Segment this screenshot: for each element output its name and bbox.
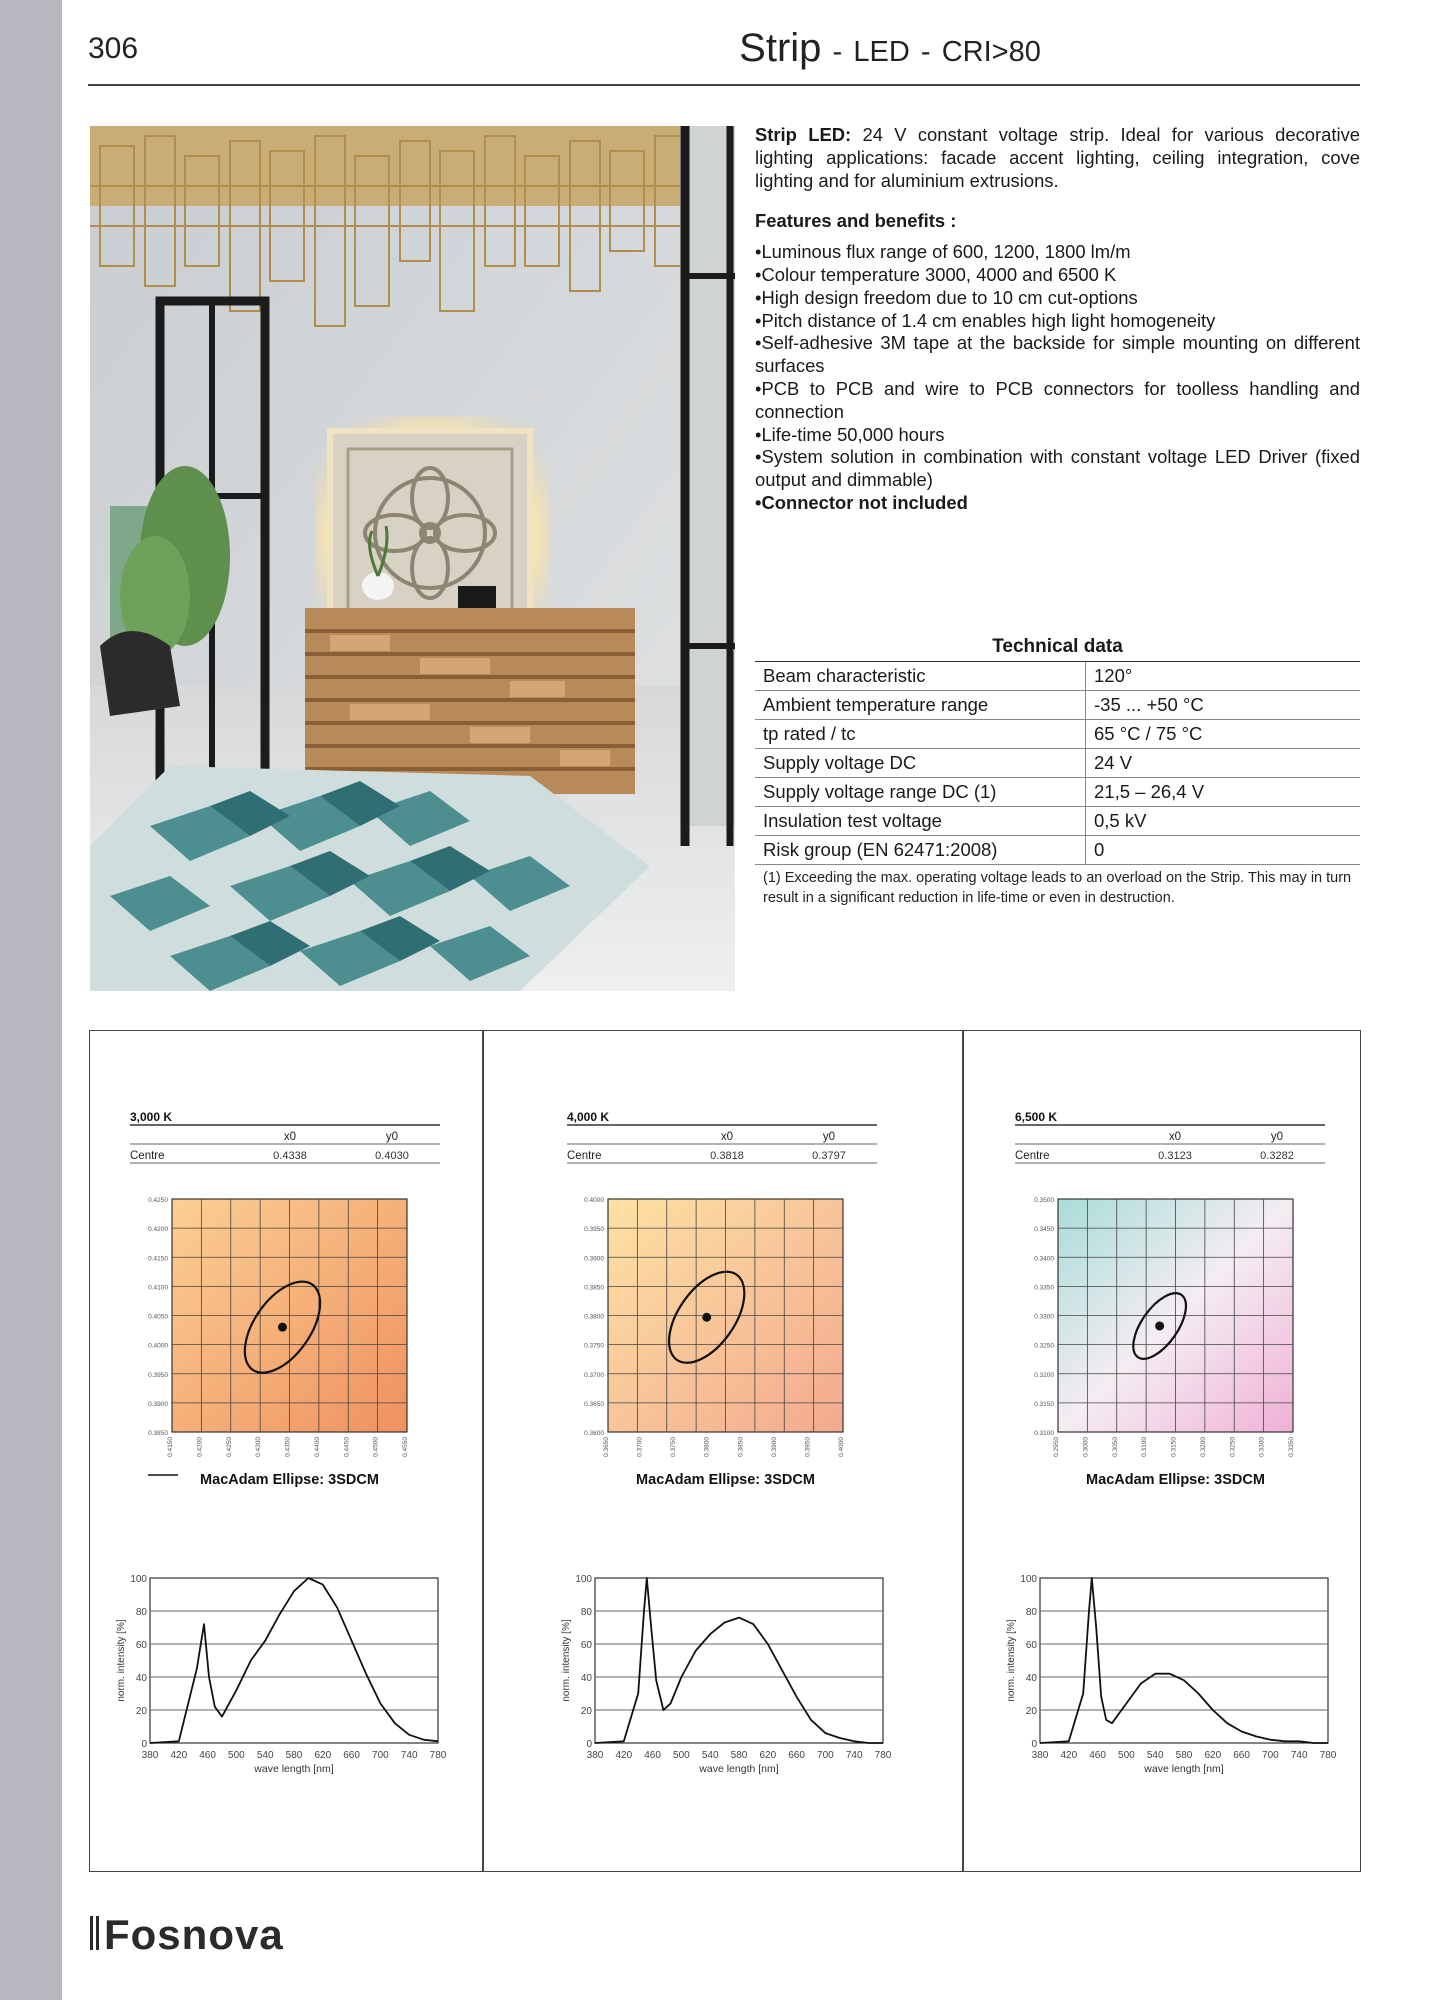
- x-tick-label: 0.3050: [1111, 1437, 1119, 1457]
- y-tick-label: 100: [1020, 1574, 1037, 1585]
- technical-table: [755, 662, 1360, 865]
- x-tick-label: 0.3250: [1229, 1437, 1237, 1457]
- product-description: [755, 124, 1360, 515]
- features-title: Features and benefits :: [755, 210, 957, 232]
- technical-row: [755, 778, 1360, 807]
- x-tick-label: 780: [429, 1750, 447, 1761]
- table-col-x0: x0: [1168, 1131, 1182, 1143]
- technical-label: Ambient temperature range: [755, 691, 1086, 720]
- x-tick-label: 660: [1233, 1750, 1250, 1761]
- technical-row: [755, 807, 1360, 836]
- x-tick-label: 0.3300: [1258, 1437, 1266, 1457]
- intro-text: 24 V constant voltage strip. Ideal for various decorative lighting applications: facade accent lighting, ceiling integration, cove lighting and for aluminium extrusions.: [755, 124, 1360, 191]
- technical-value: 0: [1086, 836, 1361, 865]
- table-x0-value: 0.3123: [1158, 1150, 1192, 1162]
- product-photo: [90, 126, 735, 991]
- table-col-y0: y0: [1270, 1131, 1284, 1143]
- table-col-y0: y0: [822, 1131, 836, 1143]
- technical-row: [755, 662, 1360, 691]
- y-tick-label: 60: [580, 1640, 592, 1651]
- technical-title: Technical data: [755, 636, 1360, 662]
- technical-label: tp rated / tc: [755, 720, 1086, 749]
- y-tick-label: 0.3800: [584, 1313, 604, 1321]
- x-tick-label: 0.4000: [838, 1437, 845, 1457]
- table-x0-value: 0.4338: [273, 1150, 307, 1162]
- x-tick-label: 0.3150: [1170, 1437, 1178, 1457]
- x-tick-label: 0.3100: [1141, 1437, 1149, 1457]
- table-row-label: Centre: [567, 1150, 602, 1162]
- y-tick-label: 20: [580, 1706, 592, 1717]
- chart-table-title: 4,000 K: [567, 1110, 610, 1124]
- x-axis-label: wave length [nm]: [699, 1763, 779, 1775]
- y-tick-label: 0.4150: [148, 1255, 168, 1263]
- x-tick-label: 0.3700: [636, 1437, 644, 1457]
- x-tick-label: 460: [1089, 1750, 1106, 1761]
- x-tick-label: 380: [141, 1750, 159, 1761]
- title-sep: -: [832, 36, 843, 68]
- y-tick-label: 0.3950: [148, 1371, 168, 1379]
- technical-label: Insulation test voltage: [755, 807, 1086, 836]
- x-tick-label: 780: [874, 1750, 892, 1761]
- x-axis-label: wave length [nm]: [1144, 1763, 1224, 1775]
- x-tick-label: 0.3200: [1199, 1437, 1207, 1457]
- title-sub: LED: [853, 36, 910, 68]
- feature-item: • High design freedom due to 10 cm cut-options: [755, 287, 1360, 310]
- table-row-label: Centre: [130, 1150, 165, 1162]
- x-tick-label: 580: [1175, 1750, 1193, 1761]
- title-main: Strip: [739, 26, 822, 70]
- x-tick-label: 460: [644, 1750, 661, 1761]
- table-row-label: Centre: [1015, 1150, 1050, 1162]
- table-x0-value: 0.3818: [710, 1150, 744, 1162]
- y-tick-label: 80: [135, 1607, 147, 1618]
- x-tick-label: 420: [1060, 1750, 1078, 1761]
- y-tick-label: 0.3150: [1034, 1400, 1054, 1408]
- y-tick-label: 20: [135, 1706, 147, 1717]
- y-tick-label: 0.3900: [148, 1400, 168, 1408]
- y-axis-label: norm. intensity [%]: [116, 1619, 127, 1702]
- x-tick-label: 540: [256, 1750, 274, 1761]
- y-tick-label: 100: [130, 1574, 147, 1585]
- x-tick-label: 420: [615, 1750, 633, 1761]
- feature-item: • Connector not included: [755, 492, 1360, 515]
- legend-label: MacAdam Ellipse: 3SDCM: [636, 1472, 815, 1488]
- table-col-y0: y0: [385, 1131, 399, 1143]
- y-tick-label: 100: [575, 1574, 592, 1585]
- table-y0-value: 0.3797: [812, 1150, 846, 1162]
- x-tick-label: 460: [199, 1750, 216, 1761]
- table-y0-value: 0.4030: [375, 1150, 409, 1162]
- x-tick-label: 420: [170, 1750, 188, 1761]
- chart-table-title: 6,500 K: [1015, 1110, 1058, 1124]
- chart-table-title: 3,000 K: [130, 1110, 173, 1124]
- technical-label: Risk group (EN 62471:2008): [755, 836, 1086, 865]
- technical-value: 0,5 kV: [1086, 807, 1361, 836]
- technical-value: 120°: [1086, 662, 1361, 691]
- page-number: 306: [88, 32, 139, 65]
- technical-label: Beam characteristic: [755, 662, 1086, 691]
- x-tick-label: 0.2950: [1053, 1437, 1060, 1457]
- y-tick-label: 0.3700: [584, 1371, 604, 1379]
- x-tick-label: 0.3950: [804, 1437, 812, 1457]
- x-tick-label: 580: [730, 1750, 748, 1761]
- y-tick-label: 0.4050: [148, 1313, 168, 1321]
- y-axis-label: norm. intensity [%]: [561, 1619, 572, 1702]
- intro-paragraph: [755, 124, 1360, 192]
- y-tick-label: 0.3400: [1034, 1255, 1054, 1263]
- feature-item: • Pitch distance of 1.4 cm enables high light homogeneity: [755, 310, 1360, 333]
- x-tick-label: 740: [1290, 1750, 1308, 1761]
- feature-item: • Colour temperature 3000, 4000 and 6500 K: [755, 264, 1360, 287]
- y-tick-label: 0.3950: [584, 1226, 604, 1234]
- x-tick-label: 620: [1204, 1750, 1222, 1761]
- x-tick-label: 500: [228, 1750, 245, 1761]
- y-tick-label: 0: [586, 1739, 592, 1750]
- x-tick-label: 0.4200: [196, 1437, 204, 1457]
- legend-label: MacAdam Ellipse: 3SDCM: [1086, 1472, 1265, 1488]
- y-tick-label: 0.4100: [148, 1284, 168, 1292]
- x-tick-label: 380: [1031, 1750, 1049, 1761]
- y-tick-label: 40: [1025, 1673, 1037, 1684]
- technical-value: 21,5 – 26,4 V: [1086, 778, 1361, 807]
- x-tick-label: 540: [701, 1750, 719, 1761]
- x-tick-label: 540: [1146, 1750, 1164, 1761]
- x-tick-label: 700: [1262, 1750, 1279, 1761]
- features-list: [755, 241, 1360, 515]
- y-tick-label: 0.3200: [1034, 1371, 1054, 1379]
- y-tick-label: 80: [1025, 1607, 1037, 1618]
- feature-item: • Life-time 50,000 hours: [755, 424, 1360, 447]
- fosnova-logo: [88, 1908, 298, 1963]
- x-tick-label: 0.4500: [372, 1437, 380, 1457]
- table-y0-value: 0.3282: [1260, 1150, 1294, 1162]
- x-tick-label: 0.4400: [313, 1437, 321, 1457]
- x-tick-label: 780: [1319, 1750, 1337, 1761]
- y-tick-label: 0.4250: [148, 1197, 168, 1204]
- x-tick-label: 0.4150: [167, 1437, 174, 1457]
- technical-label: Supply voltage DC: [755, 749, 1086, 778]
- table-col-x0: x0: [283, 1131, 297, 1143]
- technical-row: [755, 749, 1360, 778]
- x-tick-label: 380: [586, 1750, 604, 1761]
- y-tick-label: 0.3650: [584, 1400, 604, 1408]
- x-tick-label: 500: [1118, 1750, 1135, 1761]
- technical-value: -35 ... +50 °C: [1086, 691, 1361, 720]
- technical-row: [755, 836, 1360, 865]
- y-tick-label: 0.3300: [1034, 1313, 1054, 1321]
- y-tick-label: 0.4200: [148, 1226, 168, 1234]
- y-tick-label: 0.3750: [584, 1342, 604, 1350]
- y-tick-label: 60: [135, 1640, 147, 1651]
- header-rule: [88, 84, 1360, 86]
- y-tick-label: 0.4000: [148, 1342, 168, 1350]
- panel-divider: [482, 1030, 484, 1872]
- x-tick-label: 740: [400, 1750, 418, 1761]
- technical-value: 65 °C / 75 °C: [1086, 720, 1361, 749]
- x-tick-label: 0.3350: [1288, 1437, 1295, 1457]
- x-tick-label: 740: [845, 1750, 863, 1761]
- technical-label: Supply voltage range DC (1): [755, 778, 1086, 807]
- y-tick-label: 0.4000: [584, 1197, 604, 1204]
- y-axis-label: norm. intensity [%]: [1006, 1619, 1017, 1702]
- logo-text: Fosnova: [104, 1911, 284, 1958]
- intro-lead: Strip LED:: [755, 124, 852, 145]
- y-tick-label: 0.3850: [148, 1430, 168, 1437]
- x-tick-label: 0.4300: [255, 1437, 263, 1457]
- x-tick-label: 660: [788, 1750, 805, 1761]
- x-tick-label: 580: [285, 1750, 303, 1761]
- y-tick-label: 0.3350: [1034, 1284, 1054, 1292]
- technical-row: [755, 720, 1360, 749]
- y-tick-label: 0: [1031, 1739, 1037, 1750]
- page-title: [400, 26, 1380, 71]
- technical-data: [755, 636, 1360, 911]
- x-tick-label: 700: [817, 1750, 834, 1761]
- y-tick-label: 0.3450: [1034, 1226, 1054, 1234]
- x-tick-label: 700: [372, 1750, 389, 1761]
- y-tick-label: 80: [580, 1607, 592, 1618]
- y-tick-label: 0.3900: [584, 1255, 604, 1263]
- x-tick-label: 0.3850: [737, 1437, 745, 1457]
- feature-item: • System solution in combination with constant voltage LED Driver (fixed output and dimmable): [755, 446, 1360, 492]
- y-tick-label: 0.3500: [1034, 1197, 1054, 1204]
- panel-divider: [962, 1030, 964, 1872]
- x-tick-label: 500: [673, 1750, 690, 1761]
- x-tick-label: 0.4250: [225, 1437, 233, 1457]
- feature-item: • Luminous flux range of 600, 1200, 1800 lm/m: [755, 241, 1360, 264]
- page-sidebar: [0, 0, 62, 2000]
- x-tick-label: 0.3650: [603, 1437, 610, 1457]
- y-tick-label: 0: [141, 1739, 147, 1750]
- x-tick-label: 0.4350: [284, 1437, 292, 1457]
- y-tick-label: 0.3100: [1034, 1430, 1054, 1437]
- table-col-x0: x0: [720, 1131, 734, 1143]
- y-tick-label: 60: [1025, 1640, 1037, 1651]
- lobby-illustration: [90, 126, 735, 991]
- x-tick-label: 0.3900: [770, 1437, 778, 1457]
- x-tick-label: 0.3800: [703, 1437, 711, 1457]
- technical-value: 24 V: [1086, 749, 1361, 778]
- feature-item: • PCB to PCB and wire to PCB connectors for toolless handling and connection: [755, 378, 1360, 424]
- x-tick-label: 0.3750: [670, 1437, 678, 1457]
- feature-item: • Self-adhesive 3M tape at the backside for simple mounting on different surfaces: [755, 332, 1360, 378]
- y-tick-label: 0.3600: [584, 1430, 604, 1437]
- legend-label: MacAdam Ellipse: 3SDCM: [200, 1472, 379, 1488]
- charts-panel: [89, 1030, 1361, 1872]
- title-sub2: CRI>80: [941, 36, 1041, 68]
- x-tick-label: 0.4550: [402, 1437, 409, 1457]
- x-tick-label: 0.4450: [343, 1437, 351, 1457]
- logo-mark: [88, 1908, 298, 1958]
- y-tick-label: 40: [135, 1673, 147, 1684]
- technical-row: [755, 691, 1360, 720]
- y-tick-label: 0.3250: [1034, 1342, 1054, 1350]
- x-tick-label: 0.3000: [1082, 1437, 1090, 1457]
- x-tick-label: 660: [343, 1750, 360, 1761]
- x-tick-label: 620: [314, 1750, 332, 1761]
- y-tick-label: 40: [580, 1673, 592, 1684]
- technical-note: (1) Exceeding the max. operating voltage leads to an overload on the Strip. This may in turn result in a significant reduction in life-time or even in destruction.: [763, 870, 1352, 906]
- x-axis-label: wave length [nm]: [254, 1763, 334, 1775]
- y-tick-label: 0.3850: [584, 1284, 604, 1292]
- x-tick-label: 620: [759, 1750, 777, 1761]
- title-sep: -: [920, 36, 931, 68]
- y-tick-label: 20: [1025, 1706, 1037, 1717]
